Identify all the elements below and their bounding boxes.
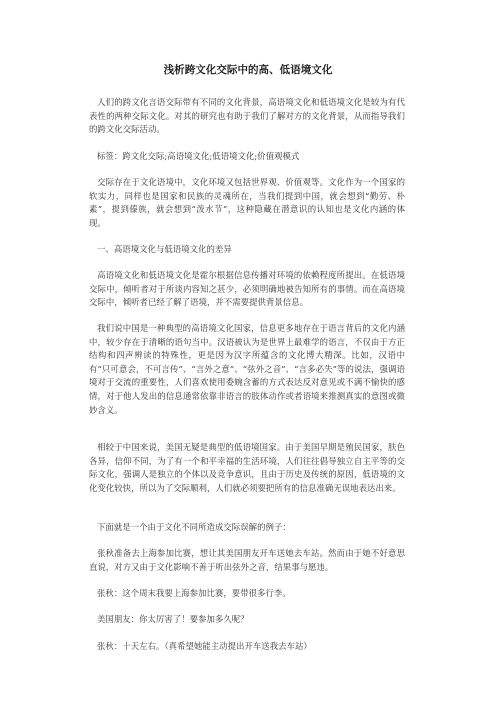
dialogue-line-1: 张秋：这个周末我要上海参加比赛，要带很多行李。 [97, 588, 291, 598]
paragraph-tags: 标签：跨文化交际;高语境文化;低语境文化;价值观模式 [97, 151, 300, 161]
dialogue-line-3: 张秋：十天左右。（真希望她能主动提出开车送我去车站） [97, 641, 312, 651]
paragraph-context: 交际存在于文化语境中，文化环境又包括世界观、价值观等。文化作为一个国家的软实力，同样也是国家和民族的灵魂所在，当我们提到中国，就会想到“勤劳、朴素”，提到傣族，就会想到“泼水节”，这种隐藏在潜意识的认知也是文化内涵的体现。 [89, 177, 405, 228]
paragraph-hall-theory: 高语境文化和低语境文化是霍尔根据信息传播对环境的依赖程度所提出。在低语境交际中，倾听者对于所谈内容知之甚少，必须明确地被告知所有的事情。而在高语境交际中，倾听者已经了解了语境，并不需要提供背景信息。 [89, 270, 405, 308]
paragraph-intro: 人们的跨文化言语交际带有不同的文化背景，高语境文化和低语境文化是较为有代表性的两种交际文化。对其的研究也有助于我们了解对方的文化背景，从而指导我们的跨文化交际活动。 [89, 97, 405, 135]
document-title: 浅析跨文化交际中的高、低语境文化 [163, 64, 333, 76]
paragraph-usa: 相较于中国来说，美国无疑是典型的低语境国家。由于美国早期是殖民国家，肤色各异，信仰不同，为了有一个和平幸福的生活环境，人们往往倡导独立自主平等的交际文化，强调人是独立的个体以及竞争意识，且由于历史及传统的原因，低语境的文化变化较快，所以为了交际顺利，人们就必须要把所有的信息准确无误地表达出来。 [89, 442, 405, 493]
paragraph-example-intro: 下面就是一个由于文化不同所造成交际误解的例子： [97, 522, 291, 532]
section-heading-1: 一、高语境文化与低语境文化的差异 [97, 244, 232, 254]
dialogue-line-2: 美国朋友：你太厉害了！要参加多久呢？ [97, 614, 249, 624]
paragraph-example-story: 张秋准备去上海参加比赛，想让其美国朋友开车送她去车站。然而由于她不好意思直说，对方又由于文化影响不善于听出弦外之音，结果事与愿违。 [89, 548, 405, 572]
paragraph-china: 我们说中国是一种典型的高语境文化国家，信息更多地存在于语言背后的文化内涵中，较少存在于清晰的语句当中。汉语被认为是世界上最难学的语言，不仅由于方正结构和四声辨读的特殊性，更是因为汉字所蕴含的文化博大精深。比如，汉语中有“只可意会，不可言传”、“言外之意”、“弦外之音”、“言多必失”等的说法，强调语境对于交流的重要性，人们喜欢使用委婉含蓄的方式表达反对意见或不满不愉快的感情，对于他人发出的信息通常依靠非语言的肢体动作或者语境来推测真实的意图或微妙含义。 [89, 323, 405, 415]
